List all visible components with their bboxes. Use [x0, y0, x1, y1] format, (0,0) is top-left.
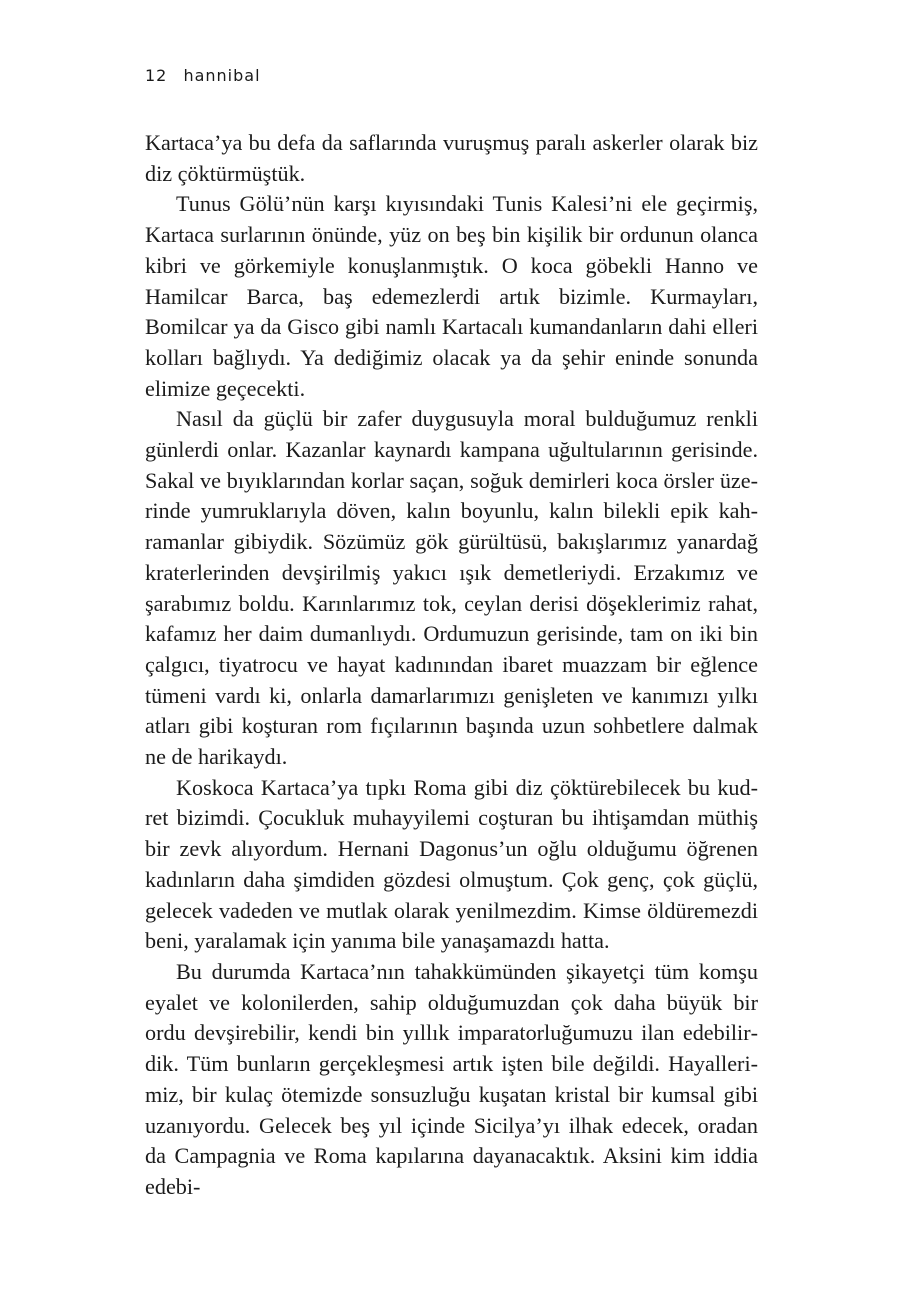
- paragraph-5: Bu durumda Kartaca’nın tahakkümünden şikayetçi tüm komşu eyalet ve kolonilerden, sahip olduğumuzdan çok daha büyük bir ordu devşirebilir, kendi bin yıllık imparatorluğumuzu ilan edebilirdik. Tüm bunların gerçekleşmesi artık işten bile değildi. Hayallerimiz, bir kulaç ötemizde sonsuzluğu kuşatan kristal bir kumsal gibi uzanıyordu. Gelecek beş yıl içinde Sicilya’yı ilhak edecek, oradan da Campagnia ve Roma kapılarına dayanacaktık. Aksini kim iddia edebi-: [145, 958, 758, 1199]
- running-title: hannibal: [183, 66, 261, 85]
- paragraph-4: Koskoca Kartaca’ya tıpkı Roma gibi diz çöktürebilecek bu kudret bizimdi. Çocukluk muhayyilemi coşturan bu ihtişamdan müthiş bir zevk alıyordum. Hernani Dagonus’un oğlu olduğumu öğrenen kadınların daha şimdiden gözdesi olmuştum. Çok genç, çok güçlü, gelecek vadeden ve mutlak olarak yenilmezdim. Kimse öldüremezdi beni, yaralamak için yanıma bile yanaşamazdı hatta.: [145, 774, 758, 954]
- page-number: 12: [145, 66, 168, 85]
- paragraph-3: Nasıl da güçlü bir zafer duygusuyla moral bulduğumuz renkli günlerdi onlar. Kazanlar kaynardı kampana uğultularının gerisinde. Sakal ve bıyıklarından korlar saçan, soğuk demirleri koca örsler üzerinde yumruklarıyla döven, kalın boyunlu, kalın bilekli epik kahramanlar gibiydik. Sözümüz gök gürültüsü, bakışlarımız yanardağ kraterlerinden devşirilmiş yakıcı ışık demetleriydi. Erzakımız ve şarabımız boldu. Karınlarımız tok, ceylan derisi döşeklerimiz rahat, kafamız her daim dumanlıydı. Ordumuzun gerisinde, tam on iki bin çalgıcı, tiyatrocu ve hayat kadınından ibaret muazzam bir eğlence tümeni vardı ki, onlarla damarlarımızı genişleten ve kanımızı yılkı atları gibi koşturan rom fıçılarının başında uzun sohbetlere dalmak ne de harikaydı.: [145, 406, 758, 770]
- body-text: [145, 128, 758, 1203]
- running-head: [145, 66, 261, 85]
- paragraph-1: Kartaca’ya bu defa da saflarında vuruşmuş paralı askerler olarak biz diz çöktürmüştük.: [145, 130, 758, 186]
- paragraph-2: Tunus Gölü’nün karşı kıyısındaki Tunis Kalesi’ni ele geçirmiş, Kartaca surlarının önünde, yüz on beş bin kişilik bir ordunun olanca kibri ve görkemiyle konuşlanmıştık. O koca göbekli Hanno ve Hamilcar Barca, baş edemezlerdi artık bizimle. Kurmayları, Bomilcar ya da Gisco gibi namlı Kartacalı kumandanların dahi elleri kolları bağlıydı. Ya dediğimiz olacak ya da şehir eninde sonunda elimize geçecekti.: [145, 191, 758, 401]
